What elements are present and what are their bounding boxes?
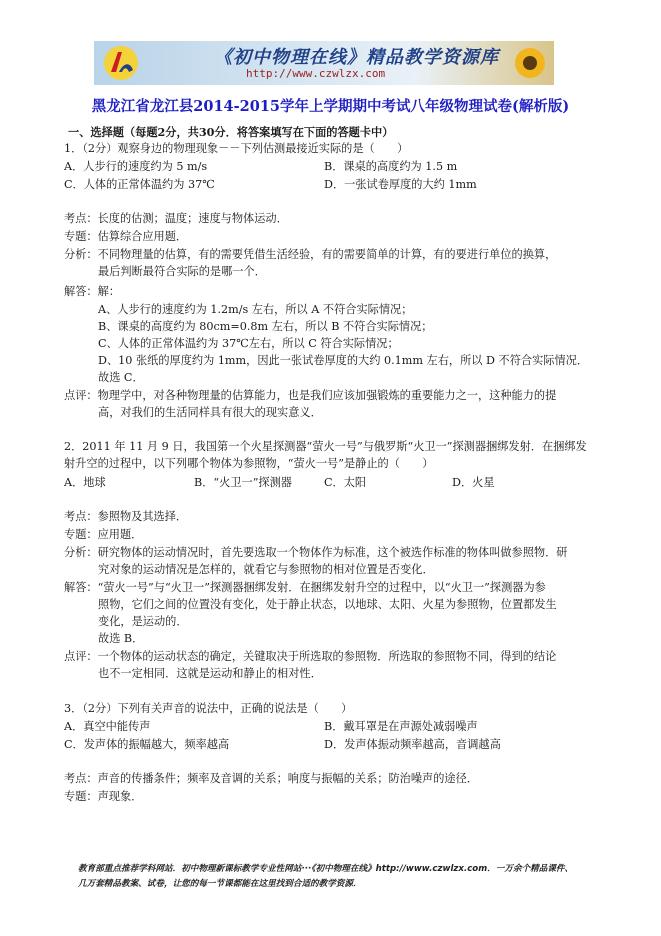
banner-url[interactable]: http://www.czwlzx.com bbox=[246, 67, 386, 80]
q2-option-a: A．地球 bbox=[64, 476, 106, 489]
header-banner bbox=[94, 41, 554, 85]
banner-title: 《初中物理在线》精品教学资源库 bbox=[214, 47, 499, 68]
q1-dianping-line2: 高，对我们的生活同样具有很大的现实意义． bbox=[98, 406, 322, 419]
q1-dianping-line1: 点评：物理学中，对各种物理量的估算能力，也是我们应该加强锻炼的重要能力之一，这种能力的提 bbox=[64, 389, 557, 402]
q2-jieda-line2: 照物，它们之间的位置没有变化，处于静止状态，以地球、太阳、火星为参照物，位置都发生 bbox=[98, 598, 557, 611]
q1-option-d: D．一张试卷厚度的大约 1mm bbox=[324, 178, 477, 191]
q1-jieda-a: A、人步行的速度约为 1.2m/s 左右，所以 A 不符合实际情况； bbox=[98, 303, 413, 316]
q2-option-c: C．太阳 bbox=[324, 476, 367, 489]
q1-jieda-b: B、课桌的高度约为 80cm=0.8m 左右，所以 B 不符合实际情况； bbox=[98, 320, 433, 333]
footer-line2: 几万套精品教案、试卷，让您的每一节课都能在这里找到合适的教学资源． bbox=[78, 879, 362, 889]
q2-stem-line1: 2．2011 年 11 月 9 日，我国第一个火星探测器“萤火一号”与俄罗斯“火卫一”探测器捆绑发射．在捆绑发 bbox=[64, 440, 587, 453]
q1-option-c: C．人体的正常体温约为 37℃ bbox=[64, 178, 215, 191]
q1-fenxi-line1: 分析：不同物理量的估算，有的需要凭借生活经验，有的需要简单的计算，有的要进行单位的换算， bbox=[64, 248, 557, 261]
q1-zhuanti: 专题：估算综合应用题． bbox=[64, 230, 188, 243]
q1-option-b: B．课桌的高度约为 1.5 m bbox=[324, 160, 458, 173]
site-logo-icon bbox=[102, 44, 140, 82]
q2-answer: 故选 B． bbox=[98, 632, 144, 645]
q2-option-d: D．火星 bbox=[452, 476, 495, 489]
q1-jieda: 解答：解： bbox=[64, 285, 120, 298]
q1-jieda-d: D、10 张纸的厚度约为 1mm，因此一张试卷厚度的大约 0.1mm 左右，所以 D 不符合实际情况． bbox=[98, 354, 589, 367]
q2-fenxi-line1: 分析：研究物体的运动情况时，首先要选取一个物体作为标准，这个被选作标准的物体叫做参照物．研 bbox=[64, 546, 568, 559]
q1-kaodian: 考点：长度的估测；温度；速度与物体运动． bbox=[64, 212, 288, 225]
q2-zhuanti: 专题：应用题． bbox=[64, 528, 143, 541]
q1-answer: 故选 C． bbox=[98, 371, 144, 384]
q3-option-d: D．发声体振动频率越高，音调越高 bbox=[324, 738, 501, 751]
q2-jieda-line1: 解答：“萤火一号”与“火卫一”探测器捆绑发射．在捆绑发射升空的过程中，以“火卫一”探测器为参 bbox=[64, 581, 546, 594]
q3-stem: 3．（2分）下列有关声音的说法中，正确的说法是（ ） bbox=[64, 702, 353, 715]
q1-fenxi-line2: 最后判断最符合实际的是哪一个． bbox=[98, 265, 266, 278]
q2-option-b: B．“火卫一”探测器 bbox=[194, 476, 292, 489]
q3-option-a: A．真空中能传声 bbox=[64, 720, 151, 733]
q3-kaodian: 考点：声音的传播条件；频率及音调的关系；响度与振幅的关系；防治噪声的途径． bbox=[64, 772, 478, 785]
q2-dianping-line2: 也不一定相同．这就是运动和静止的相对性． bbox=[98, 667, 322, 680]
q1-jieda-c: C、人体的正常体温约为 37℃左右，所以 C 符合实际情况； bbox=[98, 337, 399, 350]
document-title: 黑龙江省龙江县2014-2015学年上学期期中考试八年级物理试卷(解析版) bbox=[91, 98, 570, 115]
q1-stem: 1．（2分）观察身边的物理现象－－下列估测最接近实际的是（ ） bbox=[64, 142, 409, 155]
q3-option-c: C．发声体的振幅越大，频率越高 bbox=[64, 738, 230, 751]
footer-line1: 教育部重点推荐学科网站．初中物理新课标教学专业性网站···《初中物理在线》http://www.czwlzx.com．一万余个精品课件、 bbox=[78, 864, 574, 874]
q2-jieda-line3: 变化，是运动的． bbox=[98, 615, 188, 628]
q1-option-a: A．人步行的速度约为 5 m/s bbox=[64, 160, 208, 173]
q3-option-b: B．戴耳罩是在声源处减弱噪声 bbox=[324, 720, 478, 733]
section-heading: 一、选择题（每题2分，共30分．将答案填写在下面的答题卡中） bbox=[68, 125, 394, 139]
q2-dianping-line1: 点评：一个物体的运动状态的确定，关键取决于所选取的参照物．所选取的参照物不同，得到的结论 bbox=[64, 650, 557, 663]
q2-fenxi-line2: 究对象的运动情况是怎样的，就看它与参照物的相对位置是否变化． bbox=[98, 563, 434, 576]
q3-zhuanti: 专题：声现象． bbox=[64, 790, 143, 803]
q2-stem-line2: 射升空的过程中，以下列哪个物体为参照物，“萤火一号”是静止的（ ） bbox=[64, 457, 434, 470]
q2-kaodian: 考点：参照物及其选择． bbox=[64, 510, 188, 523]
sunflower-icon bbox=[512, 45, 548, 81]
